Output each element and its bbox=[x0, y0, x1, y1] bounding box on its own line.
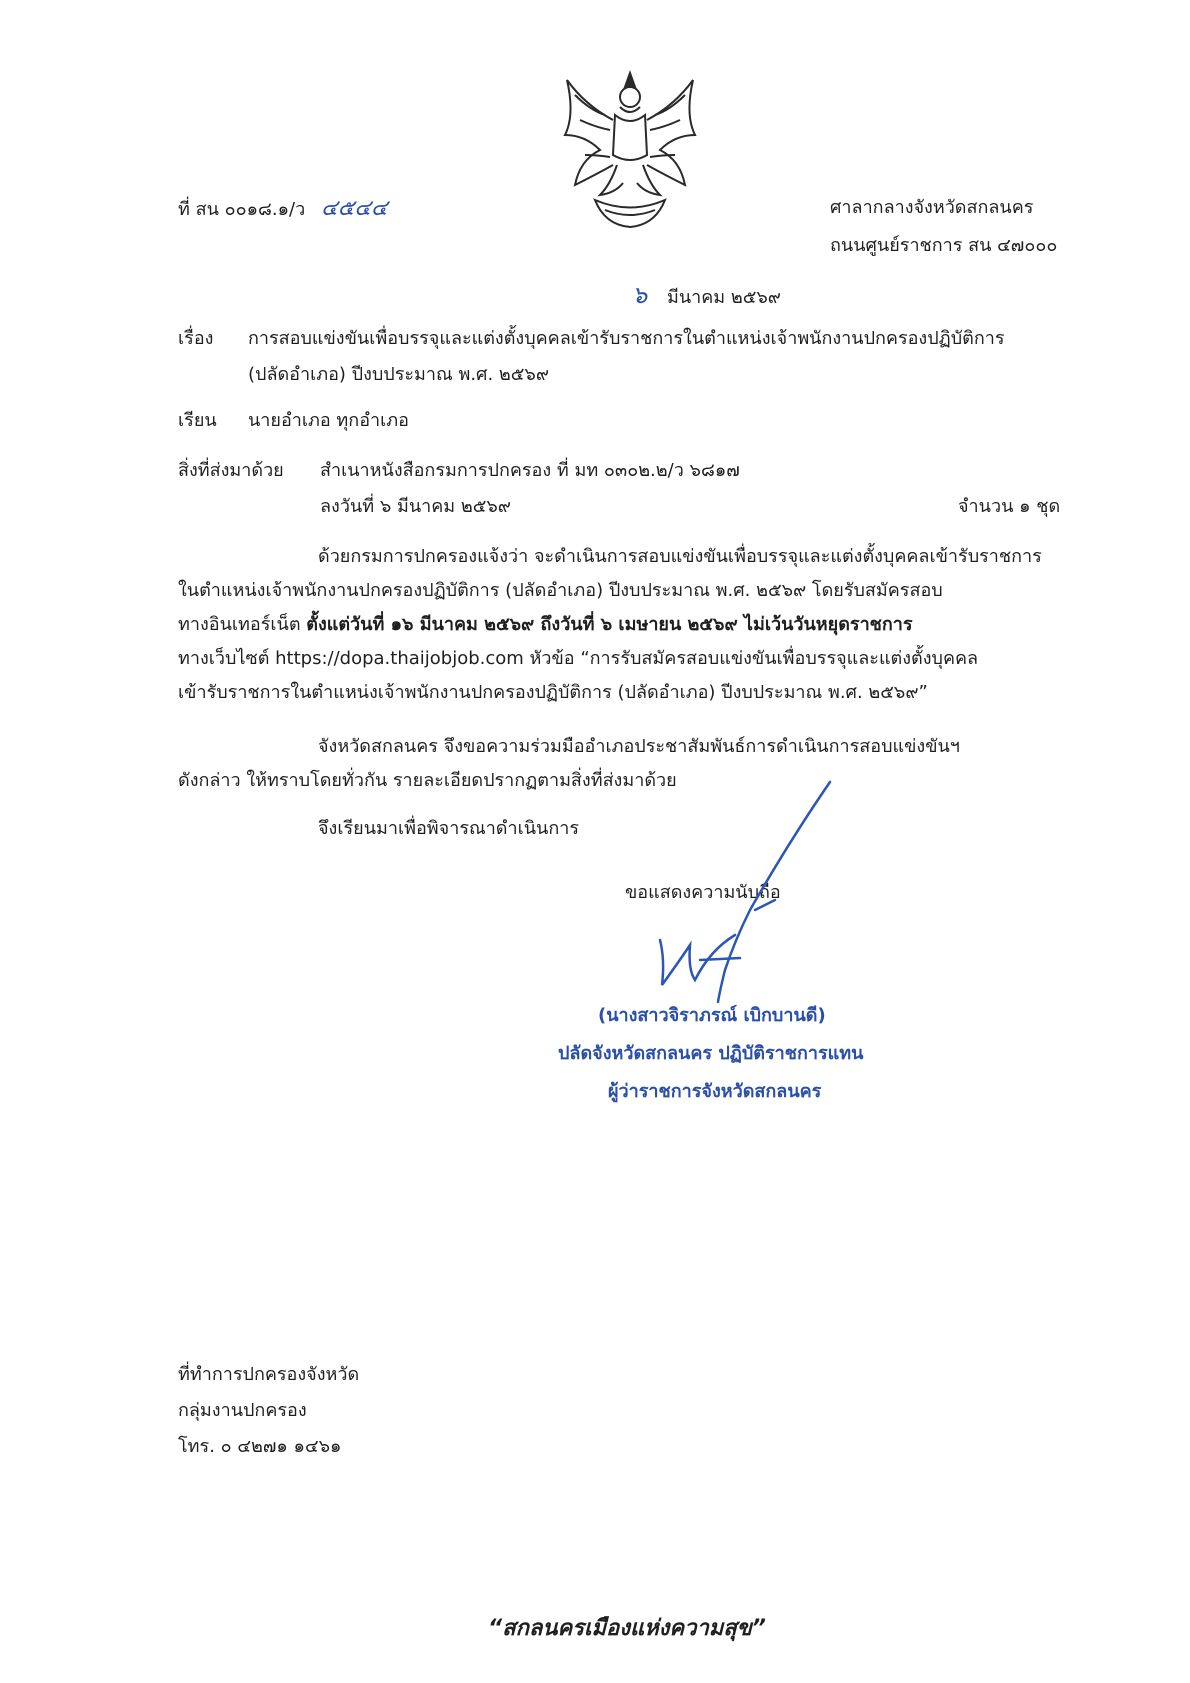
footer-office-line2: กลุ่มงานปกครอง bbox=[178, 1400, 307, 1421]
body-p1-line2: ในตำแหน่งเจ้าพนักงานปกครองปฏิบัติการ (ปลัดอำเภอ) ปีงบประมาณ พ.ศ. ๒๕๖๙ โดยรับสมัครสอบ bbox=[178, 580, 943, 601]
attachment-line2: ลงวันที่ ๖ มีนาคม ๒๕๖๙ bbox=[320, 496, 511, 517]
body-p2-line1: จังหวัดสกลนคร จึงขอความร่วมมืออำเภอประชาสัมพันธ์การดำเนินการสอบแข่งขันฯ bbox=[318, 736, 960, 757]
body-paragraph-3: จึงเรียนมาเพื่อพิจารณาดำเนินการ bbox=[318, 818, 580, 839]
org-address-line1: ศาลากลางจังหวัดสกลนคร bbox=[830, 197, 1034, 218]
attachment-quantity: จำนวน ๑ ชุด bbox=[958, 496, 1061, 517]
date-month-year: มีนาคม ๒๕๖๙ bbox=[666, 287, 781, 308]
body-p1-line5: เข้ารับราชการในตำแหน่งเจ้าพนักงานปกครองปฏิบัติการ (ปลัดอำเภอ) ปีงบประมาณ พ.ศ. ๒๕๖๙” bbox=[178, 682, 928, 703]
garuda-emblem-icon bbox=[555, 65, 705, 235]
closing-salutation: ขอแสดงความนับถือ bbox=[625, 882, 781, 903]
subject-line2: (ปลัดอำเภอ) ปีงบประมาณ พ.ศ. ๒๕๖๙ bbox=[248, 364, 550, 385]
body-p1-line4: ทางเว็บไซต์ https://dopa.thaijobjob.com หัวข้อ “การรับสมัครสอบแข่งขันเพื่อบรรจุและแต่งตั้งบุคคล bbox=[178, 648, 979, 669]
doc-number bbox=[178, 190, 388, 225]
recipient-value: นายอำเภอ ทุกอำเภอ bbox=[248, 410, 409, 431]
doc-number-handwritten: ๔๕๔๔ bbox=[320, 196, 388, 221]
subject-label: เรื่อง bbox=[178, 328, 214, 349]
doc-number-prefix: ที่ สน ๐๐๑๘.๑/ว bbox=[178, 199, 306, 220]
footer-phone: โทร. ๐ ๔๒๗๑ ๑๔๖๑ bbox=[178, 1436, 342, 1457]
handwritten-signature bbox=[640, 770, 870, 1010]
body-p1-line3 bbox=[178, 608, 1093, 642]
recipient-label: เรียน bbox=[178, 410, 217, 431]
attachment-label: สิ่งที่ส่งมาด้วย bbox=[178, 460, 284, 481]
body-p1-line1: ด้วยกรมการปกครองแจ้งว่า จะดำเนินการสอบแข่งขันเพื่อบรรจุและแต่งตั้งบุคคลเข้ารับราชการ bbox=[318, 546, 1042, 567]
body-p1-line3-normal: ทางอินเทอร์เน็ต bbox=[178, 614, 301, 635]
signer-name: (นางสาวจิราภรณ์ เบิกบานดี) bbox=[598, 1005, 826, 1026]
org-address-line2: ถนนศูนย์ราชการ สน ๔๗๐๐๐ bbox=[830, 235, 1058, 256]
body-p2-line2: ดังกล่าว ให้ทราบโดยทั่วกัน รายละเอียดปรากฏตามสิ่งที่ส่งมาด้วย bbox=[178, 770, 677, 791]
provincial-slogan: “สกลนครเมืองแห่งความสุข” bbox=[488, 1616, 766, 1641]
signer-position-line2: ผู้ว่าราชการจังหวัดสกลนคร bbox=[608, 1081, 822, 1102]
signer-position-line1: ปลัดจังหวัดสกลนคร ปฏิบัติราชการแทน bbox=[558, 1043, 864, 1064]
body-paragraph-1 bbox=[178, 540, 1093, 710]
footer-office-line1: ที่ทำการปกครองจังหวัด bbox=[178, 1364, 360, 1385]
attachment-line1: สำเนาหนังสือกรมการปกครอง ที่ มท ๐๓๐๒.๒/ว ๖๘๑๗ bbox=[320, 460, 740, 481]
body-p1-line3-bold: ตั้งแต่วันที่ ๑๖ มีนาคม ๒๕๖๙ ถึงวันที่ ๖ เมษายน ๒๕๖๙ ไม่เว้นวันหยุดราชการ bbox=[306, 614, 913, 635]
date-day-handwritten: ๖ bbox=[632, 281, 648, 309]
body-paragraph-2 bbox=[178, 730, 1093, 798]
subject-line1: การสอบแข่งขันเพื่อบรรจุและแต่งตั้งบุคคลเข้ารับราชการในตำแหน่งเจ้าพนักงานปกครองปฏิบัติการ bbox=[248, 328, 1005, 349]
document-date bbox=[632, 275, 781, 314]
